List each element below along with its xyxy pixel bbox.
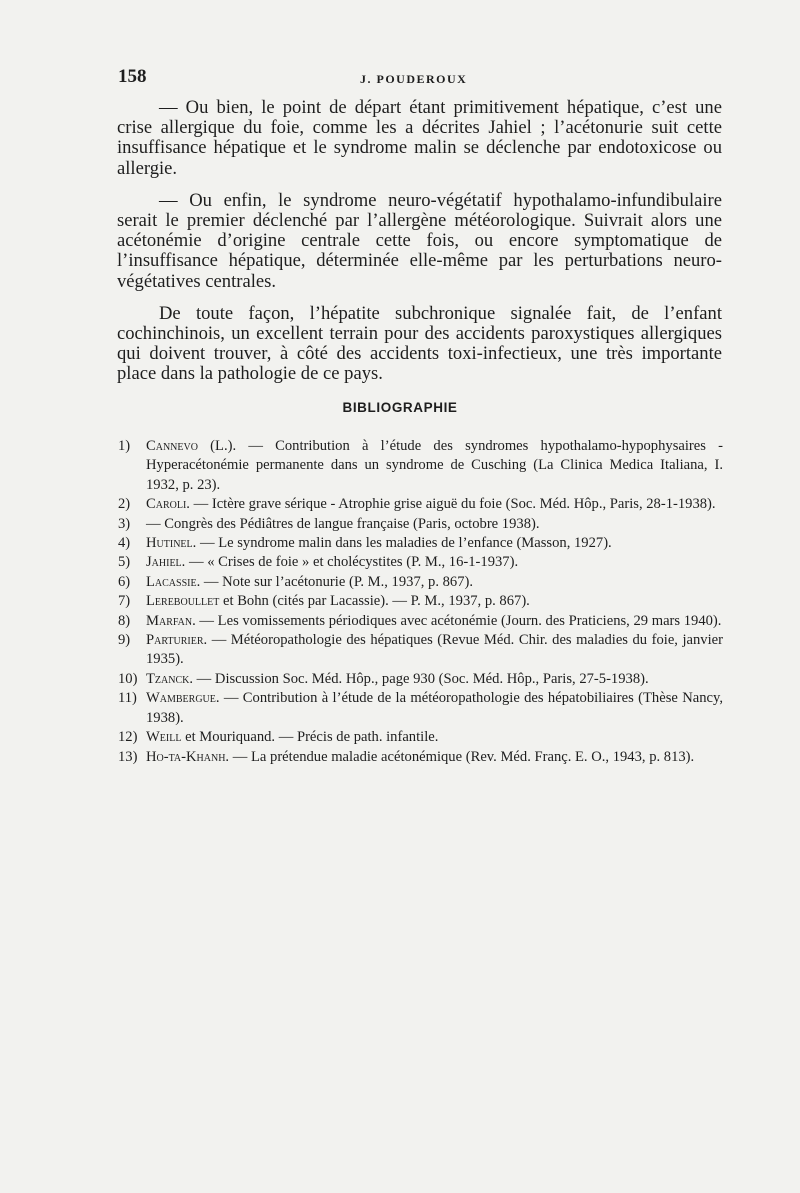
- reference-item: [118, 534, 723, 553]
- reference-number: 3): [118, 515, 131, 532]
- reference-text: et Mouriquand. — Précis de path. infantile.: [181, 729, 439, 746]
- reference-item: [118, 573, 723, 592]
- reference-item: [118, 728, 723, 747]
- body-text: [117, 98, 722, 397]
- reference-item: [118, 748, 723, 767]
- paragraph: — Ou enfin, le syndrome neuro-végétatif hypothalamo-infundibulaire serait le premier déclenché par l’allergène météorologique. Suivrait alors une acétonémie d’origine centrale cette fois, ou encore symptomatique de l’insuffisance hépatique, déterminée elle-même par les perturbations neuro-végétatives centrales.: [117, 189, 722, 292]
- reference-author: Parturier.: [146, 632, 208, 649]
- reference-item: [118, 631, 723, 670]
- reference-item: [118, 670, 723, 689]
- reference-author: Lereboullet: [146, 593, 220, 610]
- reference-item: [118, 592, 723, 611]
- reference-item: [118, 495, 723, 514]
- reference-text: — Note sur l’acétonurie (P. M., 1937, p. 867).: [200, 573, 474, 590]
- reference-number: 12): [118, 729, 138, 746]
- reference-text: — Le syndrome malin dans les maladies de l’enfance (Masson, 1927).: [196, 535, 612, 552]
- reference-text: — « Crises de foie » et cholécystites (P. M., 16-1-1937).: [185, 554, 519, 571]
- reference-author: Lacassie.: [146, 573, 201, 590]
- paragraph: De toute façon, l’hépatite subchronique signalée fait, de l’enfant cochinchinois, un excellent terrain pour des accidents paroxystiques allergiques qui doivent trouver, à côté des accidents toxi-infectieux, une très importante place dans la pathologie de ce pays.: [117, 302, 722, 385]
- reference-text: — La prétendue maladie acétonémique (Rev. Méd. Franç. E. O., 1943, p. 813).: [229, 748, 695, 765]
- reference-item: [118, 612, 723, 631]
- reference-item: [118, 515, 723, 534]
- reference-number: 9): [118, 632, 131, 649]
- reference-text: — Ictère grave sérique - Atrophie grise aiguë du foie (Soc. Méd. Hôp., Paris, 28-1-1938).: [189, 496, 716, 513]
- reference-text: — Contribution à l’étude de la météoropathologie des hépatobiliaires (Thèse Nancy, 1938).: [146, 690, 723, 726]
- reference-text: et Bohn (cités par Lacassie). — P. M., 1937, p. 867).: [219, 593, 530, 610]
- reference-item: [118, 553, 723, 572]
- reference-item: [118, 437, 723, 495]
- running-head: J. POUDEROUX: [360, 72, 468, 86]
- reference-number: 2): [118, 496, 131, 513]
- reference-number: 4): [118, 535, 131, 552]
- paragraph: — Ou bien, le point de départ étant primitivement hépatique, c’est une crise allergique du foie, comme les a décrites Jahiel ; l’acétonurie suit cette insuffisance hépatique et le syndrome malin se déclenche par endotoxicose ou allergie.: [117, 97, 722, 179]
- reference-text: — Discussion Soc. Méd. Hôp., page 930 (Soc. Méd. Hôp., Paris, 27-5-1938).: [193, 670, 649, 687]
- page-number: 158: [118, 66, 147, 87]
- reference-author: Marfan.: [146, 612, 196, 629]
- bibliography-list: [118, 437, 723, 767]
- reference-author: Weill: [146, 729, 182, 746]
- reference-number: 11): [118, 690, 137, 707]
- reference-number: 6): [118, 573, 131, 590]
- reference-number: 13): [118, 748, 138, 765]
- reference-number: 1): [118, 438, 131, 454]
- reference-item: [118, 689, 723, 728]
- reference-author: Cannevo (L.).: [146, 438, 237, 454]
- reference-author: Jahiel.: [146, 554, 186, 571]
- reference-author: Caroli.: [146, 496, 190, 513]
- reference-author: Wambergue.: [146, 690, 220, 707]
- reference-text: — Les vomissements périodiques avec acétonémie (Journ. des Praticiens, 29 mars 1940).: [195, 612, 722, 629]
- reference-author: Ho-ta-Khanh.: [146, 748, 230, 765]
- reference-text: — Congrès des Pédiâtres de langue française (Paris, octobre 1938).: [146, 515, 540, 532]
- reference-number: 7): [118, 593, 131, 610]
- bibliography-title: BIBLIOGRAPHIE: [342, 400, 458, 415]
- reference-number: 10): [118, 670, 138, 687]
- reference-author: Tzanck.: [146, 670, 194, 687]
- reference-text: — Contribution à l’étude des syndromes hypothalamo-hypophysaires - Hyperacétonémie permanente dans un syndrome de Cusching (La Clinica Medica Italiana, I. 1932, p. 23).: [146, 438, 724, 493]
- reference-author: Hutinel.: [146, 535, 197, 552]
- reference-number: 5): [118, 554, 131, 571]
- reference-number: 8): [118, 612, 131, 629]
- reference-text: — Météoropathologie des hépatiques (Revue Méd. Chir. des maladies du foie, janvier 1935).: [146, 632, 723, 668]
